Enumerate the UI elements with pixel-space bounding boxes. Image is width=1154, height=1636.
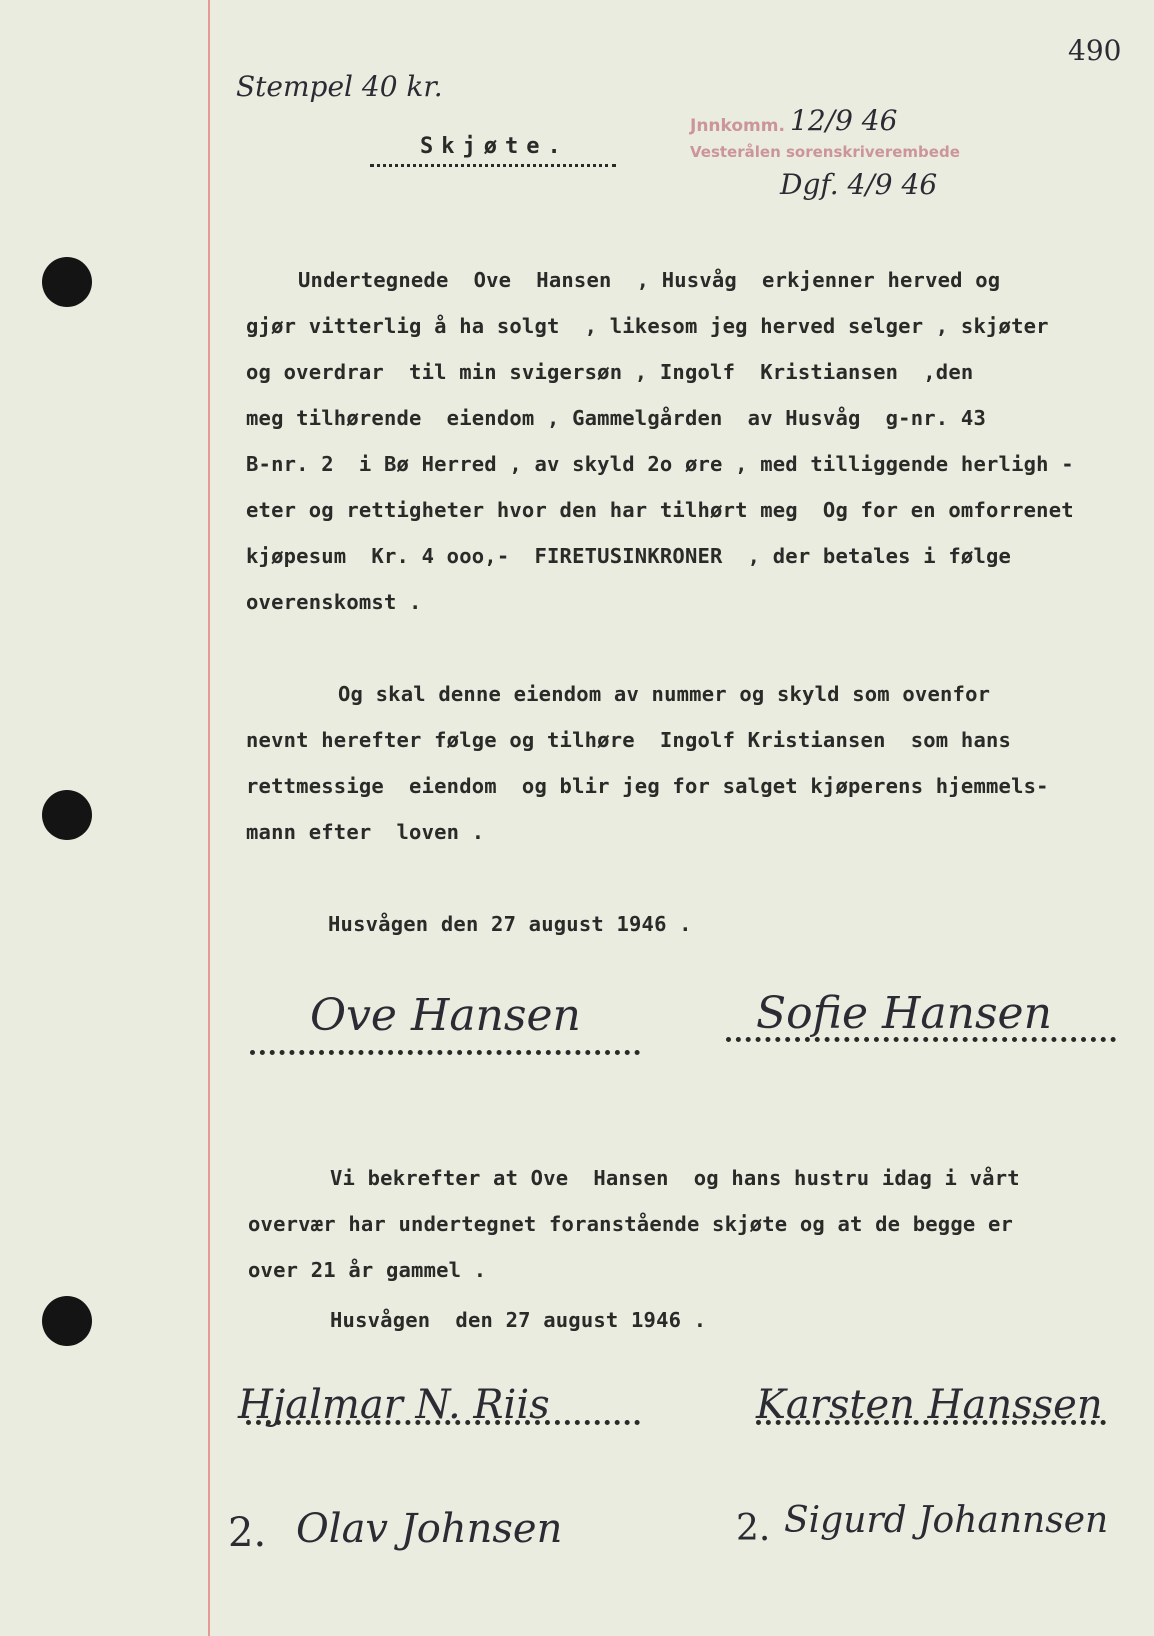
- witness-statement-line: overvær har undertegnet foranstående skjøte og at de begge er: [248, 1212, 1014, 1236]
- signature-line-witness-1: [246, 1420, 640, 1425]
- paragraph-2-line: rettmessige eiendom og blir jeg for salget kjøperens hjemmels-: [246, 774, 1049, 798]
- page-number: 490: [1068, 34, 1122, 67]
- registration-date: 12/9 46: [790, 104, 898, 137]
- paragraph-2-line: Og skal denne eiendom av nummer og skyld som ovenfor: [338, 682, 991, 706]
- signature-line-witness-2: [756, 1420, 1106, 1425]
- margin-rule: [208, 0, 210, 1636]
- registration-office: Vesterålen sorenskriverembede: [690, 143, 960, 161]
- punch-hole: [42, 257, 92, 307]
- paragraph-1-line: meg tilhørende eiendom , Gammelgården av Husvåg g-nr. 43: [246, 406, 986, 430]
- paragraph-1-line: Undertegnede Ove Hansen , Husvåg erkjenner herved og: [298, 268, 1001, 292]
- title-underline: [370, 164, 616, 167]
- paragraph-2-line: mann efter loven .: [246, 820, 485, 844]
- document-title: Skjøte.: [420, 134, 569, 159]
- registration-dgf: Dgf. 4/9 46: [780, 168, 938, 201]
- witness-statement-line: Vi bekrefter at Ove Hansen og hans hustru idag i vårt: [330, 1166, 1020, 1190]
- paragraph-1-line: gjør vitterlig å ha solgt , likesom jeg herved selger , skjøter: [246, 314, 1049, 338]
- paragraph-1-line: B-nr. 2 i Bø Herred , av skyld 2o øre , med tilliggende herligh -: [246, 452, 1074, 476]
- punch-hole: [42, 790, 92, 840]
- signature-witness-1: Hjalmar N. Riis: [238, 1382, 550, 1428]
- date-line-2: Husvågen den 27 august 1946 .: [330, 1308, 707, 1332]
- punch-hole: [42, 1296, 92, 1346]
- bottom-note-left-name: Olav Johnsen: [296, 1506, 563, 1552]
- paragraph-2-line: nevnt herefter følge og tilhøre Ingolf Kristiansen som hans: [246, 728, 1012, 752]
- signature-spouse: Sofie Hansen: [756, 988, 1052, 1039]
- paragraph-1-line: og overdrar til min svigersøn , Ingolf Kristiansen ,den: [246, 360, 974, 384]
- witness-statement-line: over 21 år gammel .: [248, 1258, 487, 1282]
- bottom-note-right-name: Sigurd Johannsen: [784, 1500, 1109, 1541]
- signature-witness-2: Karsten Hanssen: [756, 1382, 1103, 1428]
- registration-stamp-label: Jnnkomm.: [690, 116, 785, 136]
- bottom-note-right-prefix: 2.: [736, 1508, 771, 1549]
- date-line-1: Husvågen den 27 august 1946 .: [328, 912, 692, 936]
- bottom-note-left-prefix: 2.: [228, 1510, 267, 1556]
- paragraph-1-line: eter og rettigheter hvor den har tilhørt meg Og for en omforrenet: [246, 498, 1074, 522]
- paragraph-1-line: kjøpesum Kr. 4 ooo,- FIRETUSINKRONER , der betales i følge: [246, 544, 1012, 568]
- paragraph-1-line: overenskomst .: [246, 590, 422, 614]
- margin-note-stamp-fee: Stempel 40 kr.: [236, 70, 443, 103]
- signature-seller: Ove Hansen: [310, 990, 581, 1041]
- signature-line-seller: [250, 1050, 640, 1055]
- signature-line-spouse: [726, 1037, 1116, 1042]
